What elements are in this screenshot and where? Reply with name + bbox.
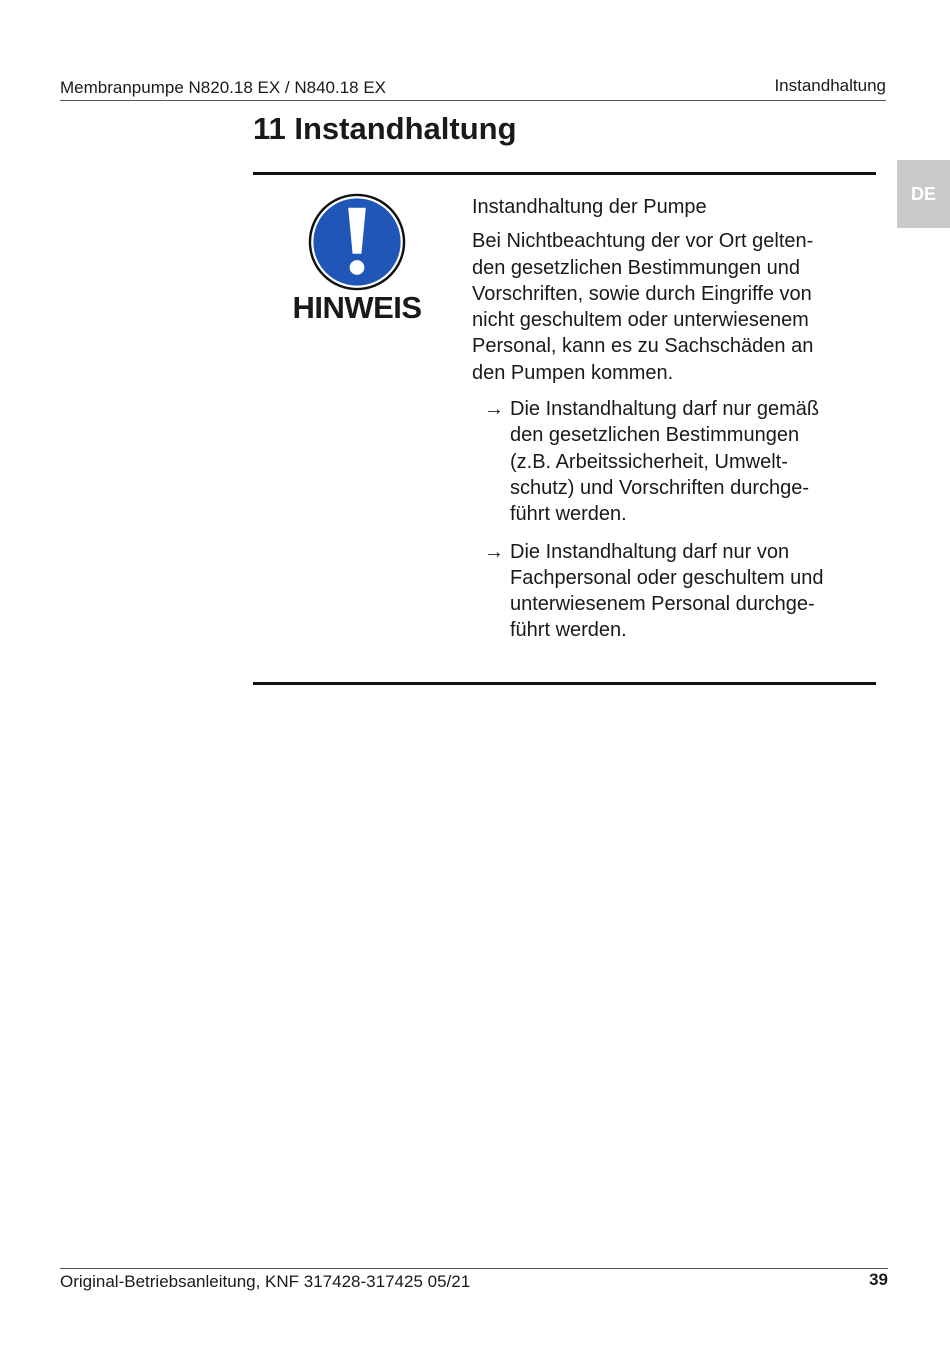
- header-section-name: Instandhaltung: [774, 76, 886, 95]
- bullet-line: Die Instandhaltung darf nur von: [510, 540, 790, 563]
- notice-top-rule: [253, 172, 876, 175]
- footer-document-id: Original-Betriebsanleitung, KNF 317428-317425 05/21: [60, 1272, 471, 1291]
- notice-text-line: Bei Nichtbeachtung der vor Ort gelten-: [472, 230, 814, 253]
- notice-signal-word: HINWEIS: [292, 290, 422, 325]
- bullet-line: unterwiesenem Personal durchge-: [510, 593, 815, 616]
- language-tab: DE: [897, 160, 950, 228]
- notice-text-line: Vorschriften, sowie durch Eingriffe von: [472, 282, 812, 305]
- notice-bullet: [472, 539, 872, 644]
- arrow-right-icon: →: [484, 398, 504, 421]
- bullet-line: Fachpersonal oder geschultem und: [510, 566, 824, 589]
- notice-body: [472, 194, 872, 655]
- notice-bullet: [472, 396, 872, 527]
- bullet-line: (z.B. Arbeitssicherheit, Umwelt-: [510, 450, 788, 473]
- chapter-title: 11 Instandhaltung: [253, 111, 517, 146]
- bullet-line: Die Instandhaltung darf nur gemäß: [510, 398, 820, 421]
- page-number: 39: [869, 1270, 888, 1289]
- bullet-line: schutz) und Vorschriften durchge-: [510, 476, 810, 499]
- bullet-line: führt werden.: [510, 503, 627, 526]
- bullet-line: den gesetzlichen Bestimmungen: [510, 424, 800, 447]
- footer-divider: [60, 1268, 888, 1269]
- notice-text-line: nicht geschultem oder unterwiesenem: [472, 309, 809, 332]
- notice-text-line: den Pumpen kommen.: [472, 361, 674, 384]
- notice-text-line: Personal, kann es zu Sachschäden an: [472, 335, 814, 358]
- notice-subject: Instandhaltung der Pumpe: [472, 196, 707, 218]
- arrow-right-icon: →: [484, 540, 504, 563]
- header-product-name: Membranpumpe N820.18 EX / N840.18 EX: [60, 78, 387, 97]
- header-divider: [60, 100, 886, 101]
- bullet-line: führt werden.: [510, 619, 627, 642]
- notice-bottom-rule: [253, 682, 876, 685]
- notice-text-line: den gesetzlichen Bestimmungen und: [472, 256, 800, 279]
- exclamation-circle-icon: [308, 193, 406, 291]
- notice-text: [472, 228, 872, 386]
